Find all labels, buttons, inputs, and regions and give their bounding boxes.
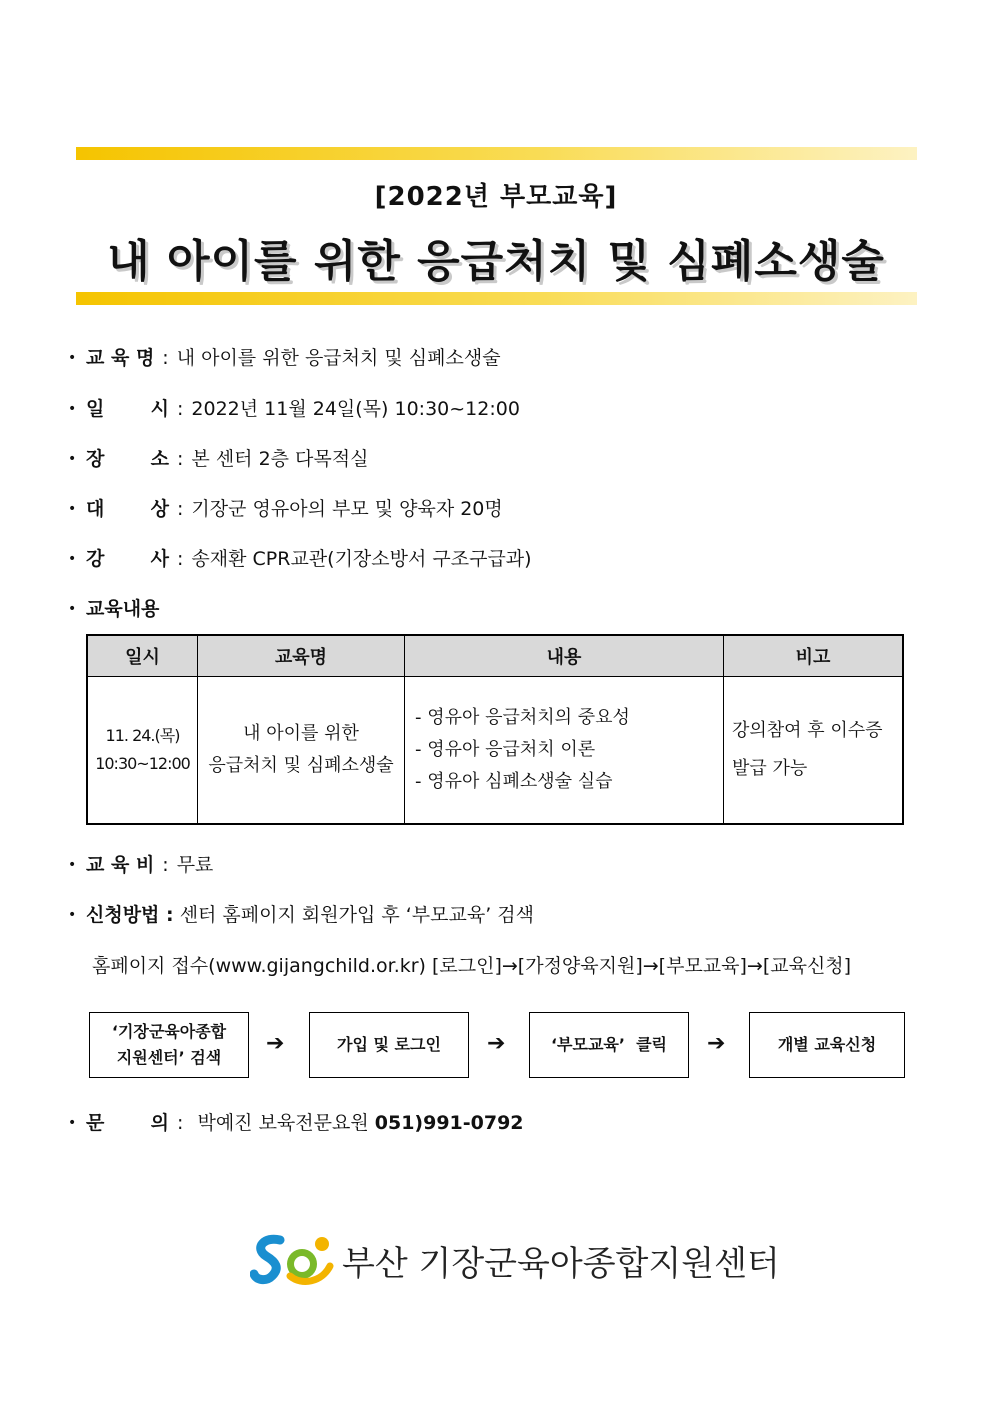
apply-label: 신청방법 : [86, 904, 174, 926]
cell-content [405, 677, 724, 825]
date-value: 2022년 11월 24일(목) 10:30~12:00 [191, 398, 520, 420]
place-value: 본 센터 2층 다목적실 [191, 448, 369, 470]
info-row-instructor: • 강 사 : 송재환 CPR교관(기장소방서 구조구급과) [68, 544, 532, 571]
schedule-table [86, 634, 904, 825]
info-row-name: • 교 육 명 : 내 아이를 위한 응급처치 및 심폐소생술 [68, 343, 501, 370]
instructor-value: 송재환 CPR교관(기장소방서 구조구급과) [191, 548, 532, 570]
name-label: 교 육 명 [86, 347, 155, 369]
fee-label: 교 육 비 [86, 854, 155, 876]
bullet-icon: • [68, 501, 77, 517]
page-subtitle: [2022년 부모교육] [374, 182, 618, 212]
info-row-date: • 일 시 : 2022년 11월 24일(목) 10:30~12:00 [68, 394, 520, 421]
contact-person: 박예진 보육전문요원 [197, 1112, 369, 1134]
step-search-box: ‘기장군육아종합 지원센터’ 검색 [89, 1012, 249, 1078]
apply-value: 센터 홈페이지 회원가입 후 ‘부모교육’ 검색 [179, 904, 534, 926]
list-item: - 영유아 응급처치 이론 [415, 739, 596, 760]
bullet-icon: • [68, 451, 77, 467]
cell-title: 내 아이를 위한 응급처치 및 심폐소생술 [198, 677, 405, 825]
info-row-target: • 대 상 : 기장군 영유아의 부모 및 양육자 20명 [68, 494, 503, 521]
top-yellow-bar [76, 147, 917, 160]
place-label: 장 소 [86, 448, 170, 470]
header-date: 일시 [87, 635, 198, 677]
target-value: 기장군 영유아의 부모 및 양육자 20명 [191, 498, 503, 520]
bullet-icon: • [68, 551, 77, 567]
bottom-yellow-bar [76, 292, 917, 305]
center-logo-icon [250, 1232, 340, 1288]
bullet-icon: • [68, 601, 77, 617]
step-click-box: ‘부모교육’ 클릭 [529, 1012, 689, 1078]
cell-date: 11. 24.(목) 10:30~12:00 [87, 677, 198, 825]
list-item: - 영유아 응급처치의 중요성 [415, 707, 630, 728]
info-row-place: • 장 소 : 본 센터 2층 다목적실 [68, 444, 368, 471]
content-label: 교육내용 [86, 598, 160, 620]
header-note: 비고 [724, 635, 904, 677]
arrow-right-icon: ➔ [487, 1031, 506, 1056]
table-header-row [87, 635, 903, 677]
fee-value: 무료 [176, 854, 214, 876]
bullet-icon: • [68, 350, 77, 366]
info-row-apply [68, 900, 534, 927]
target-label: 대 상 [86, 498, 170, 520]
name-value: 내 아이를 위한 응급처치 및 심폐소생술 [176, 347, 501, 369]
list-item: - 영유아 심폐소생술 실습 [415, 771, 613, 792]
step-login-box: 가입 및 로그인 [309, 1012, 469, 1078]
info-row-fee: • 교 육 비 : 무료 [68, 850, 213, 877]
bullet-icon: • [68, 907, 77, 923]
org-name: 부산 기장군육아종합지원센터 [342, 1244, 780, 1284]
contact-phone: 051)991-0792 [374, 1112, 524, 1134]
info-row-content [68, 594, 159, 621]
contact-label: 문 의 [86, 1112, 170, 1134]
info-row-contact: • 문 의 : 박예진 보육전문요원 051)991-0792 [68, 1108, 524, 1135]
bullet-icon: • [68, 1115, 77, 1131]
bullet-icon: • [68, 857, 77, 873]
cell-note: 강의참여 후 이수증 발급 가능 [724, 677, 904, 825]
header-title: 교육명 [198, 635, 405, 677]
date-label: 일 시 [86, 398, 170, 420]
instructor-label: 강 사 [86, 548, 170, 570]
arrow-right-icon: ➔ [707, 1031, 726, 1056]
step-apply-box: 개별 교육신청 [749, 1012, 905, 1078]
arrow-right-icon: ➔ [266, 1031, 285, 1056]
table-row [87, 677, 903, 825]
bullet-icon: • [68, 401, 77, 417]
page-title: 내 아이를 위한 응급처치 및 심폐소생술 [107, 236, 885, 287]
apply-detail: 홈페이지 접수(www.gijangchild.or.kr) [로그인]→[가정양육지원]→[부모교육]→[교육신청] [92, 955, 852, 977]
header-content: 내용 [405, 635, 724, 677]
